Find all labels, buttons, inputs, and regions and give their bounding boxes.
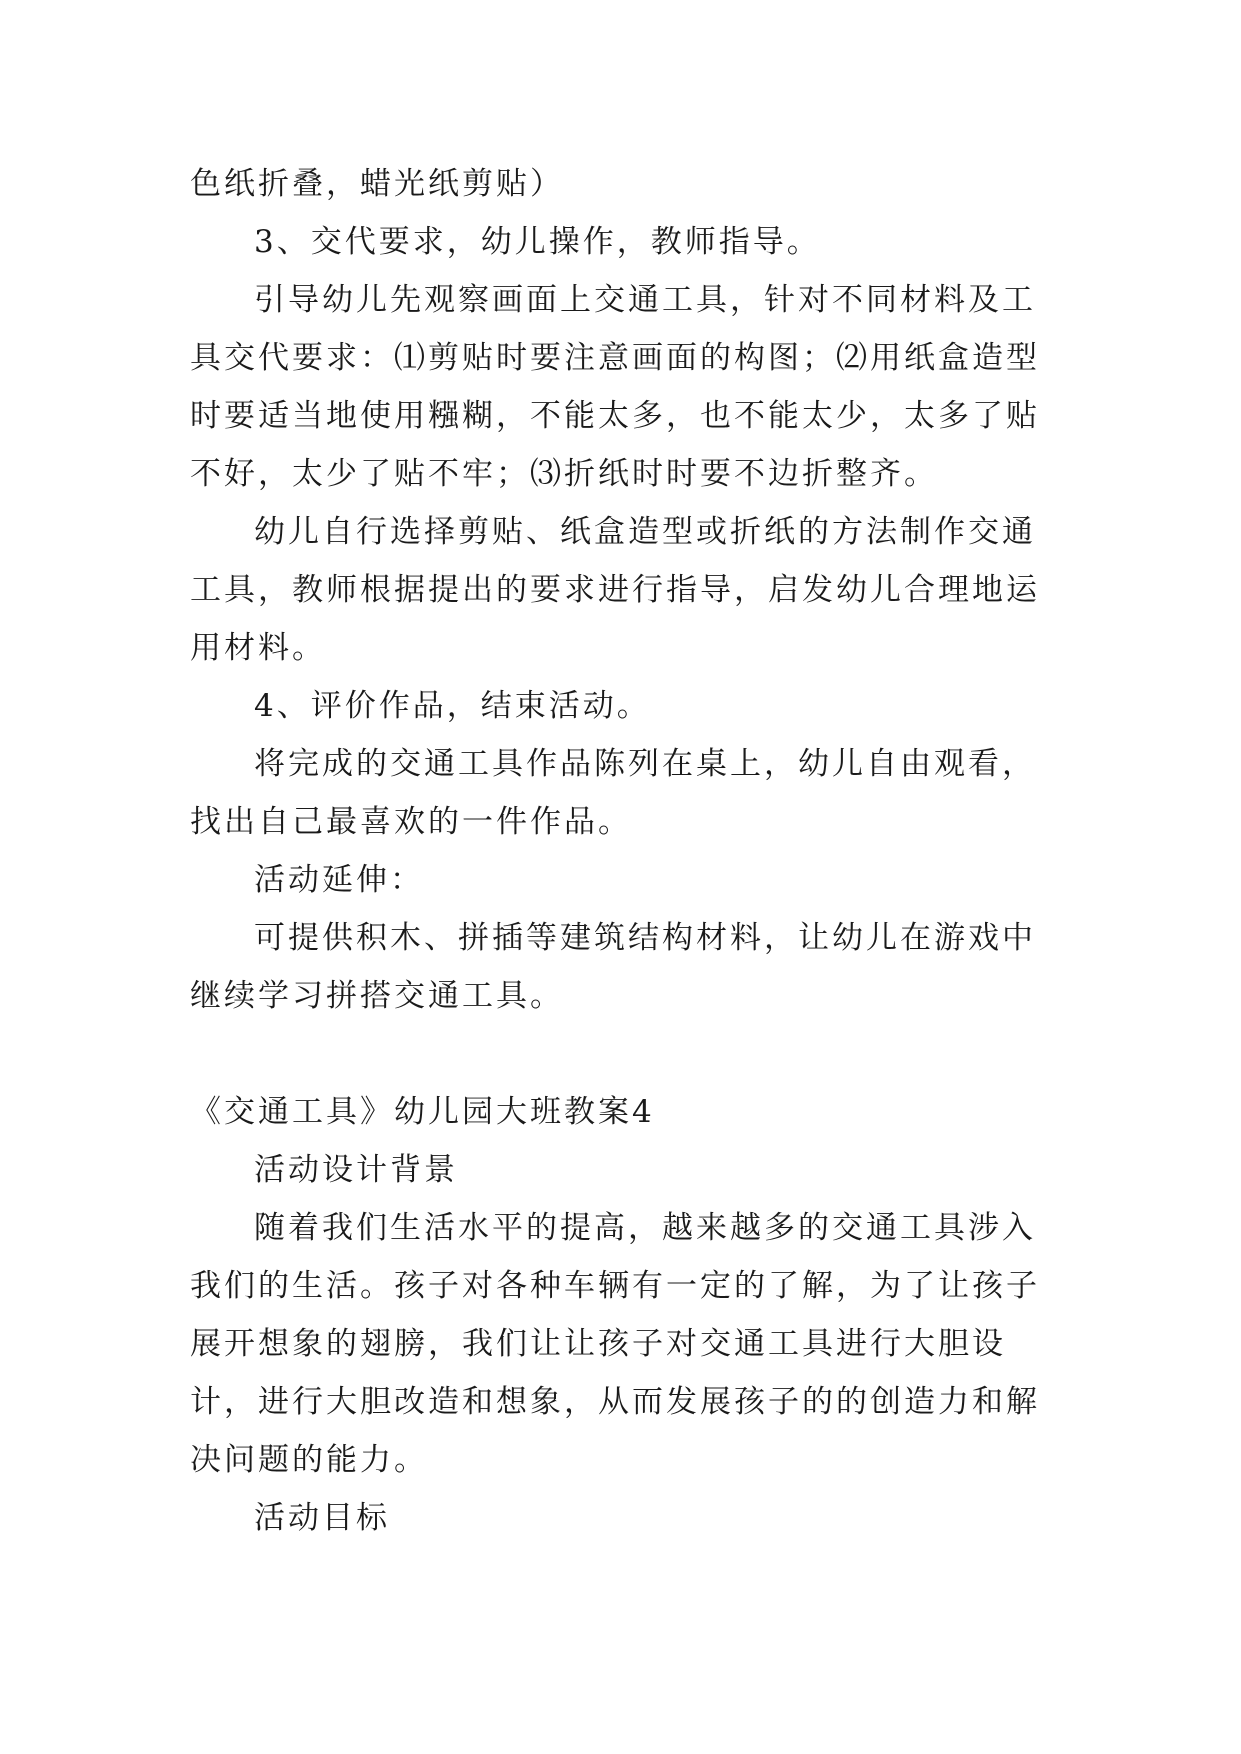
paragraph-step-4-heading: 4、评价作品，结束活动。 [254,688,651,724]
paragraph-display-works: 将完成的交通工具作品陈列在桌上，幼儿自由观看，找出自己最喜欢的一件作品。 [190,746,1036,840]
section-title: 《交通工具》幼儿园大班教案4 [190,1094,655,1130]
paragraph-design-background-heading: 活动设计背景 [254,1152,458,1188]
document-body [190,155,1050,1547]
paragraph-extension-heading: 活动延伸： [254,862,424,898]
paragraph-requirements: 引导幼儿先观察画面上交通工具，针对不同材料及工具交代要求：⑴剪贴时要注意画面的构图；⑵用纸盒造型时要适当地使用糨糊，不能太多，也不能太少，太多了贴不好，太少了贴不牢；⑶折纸时时要不边折整齐。 [190,282,1040,492]
paragraph-extension-content: 可提供积木、拼插等建筑结构材料，让幼儿在游戏中继续学习拼搭交通工具。 [190,920,1036,1014]
paragraph-children-making: 幼儿自行选择剪贴、纸盒造型或折纸的方法制作交通工具，教师根据提出的要求进行指导，启发幼儿合理地运用材料。 [190,514,1040,666]
paragraph-materials-continued: 色纸折叠，蜡光纸剪贴） [190,166,564,202]
paragraph-goals-heading: 活动目标 [254,1500,390,1536]
paragraph-step-3-heading: 3、交代要求，幼儿操作，教师指导。 [254,224,821,260]
paragraph-design-background: 随着我们生活水平的提高，越来越多的交通工具涉入我们的生活。孩子对各种车辆有一定的了解，为了让孩子展开想象的翅膀，我们让让孩子对交通工具进行大胆设计，进行大胆改造和想象，从而发展孩子的的创造力和解决问题的能力。 [190,1210,1040,1478]
